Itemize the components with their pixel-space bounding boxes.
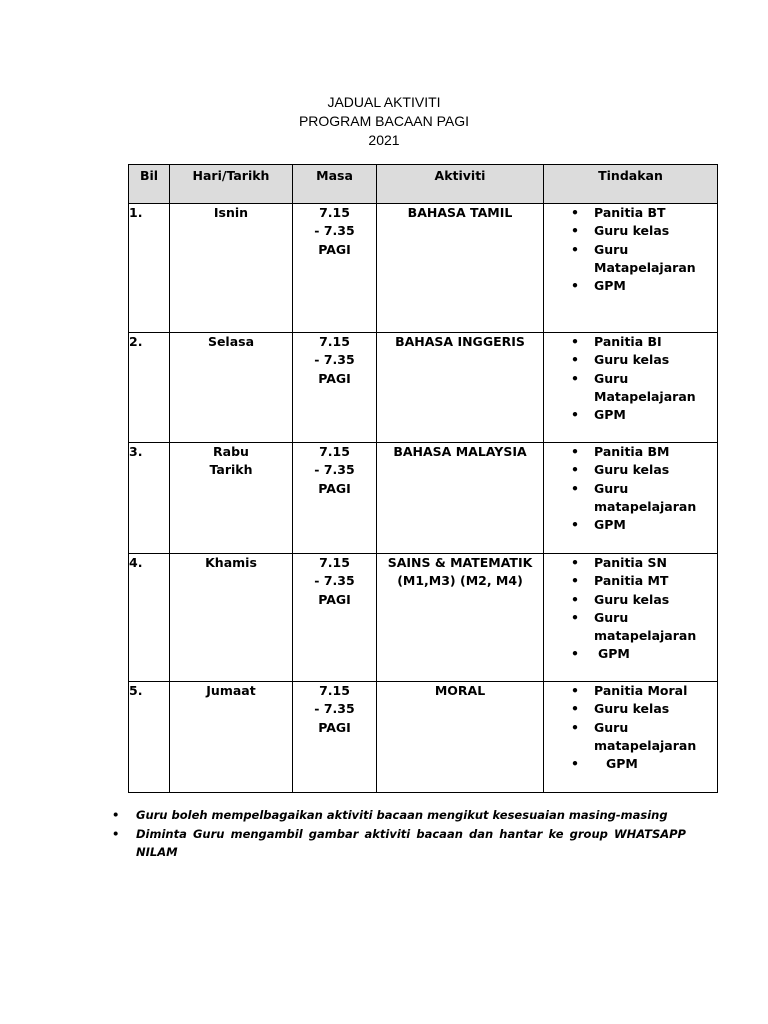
table-row — [129, 682, 718, 793]
time-period: PAGI — [318, 719, 351, 735]
action-list — [544, 204, 717, 295]
action-cell — [544, 333, 718, 443]
action-list — [544, 682, 717, 773]
note-item: • Guru boleh mempelbagaikan aktiviti bacaan mengikut kesesuaian masing-masing — [106, 806, 686, 825]
time-start: 7.15 — [319, 205, 350, 220]
document-title — [0, 93, 768, 150]
table-row — [129, 333, 718, 443]
day-cell — [170, 554, 293, 682]
time-period: PAGI — [318, 591, 351, 607]
list-item-continuation: Matapelajaran — [594, 388, 696, 404]
time-start: 7.15 — [319, 334, 350, 349]
list-item: • Panitia MT — [548, 572, 717, 590]
list-item: • GPM — [548, 645, 717, 663]
activity-cell — [377, 204, 544, 333]
time-end: - 7.35 — [314, 701, 355, 717]
day-text: Rabu — [213, 444, 249, 459]
list-item-text: • Guru — [594, 480, 629, 496]
title-line-3: 2021 — [368, 132, 400, 148]
action-list — [544, 333, 717, 424]
day-cell — [170, 682, 293, 793]
list-item — [548, 480, 717, 517]
list-item: • GPM — [548, 755, 717, 773]
list-item: • Panitia BT — [548, 204, 717, 222]
list-item-continuation: matapelajaran — [594, 498, 697, 514]
action-cell — [544, 443, 718, 554]
list-item-continuation: matapelajaran — [594, 737, 697, 753]
list-item-text: • Guru — [594, 719, 629, 735]
header-masa: Masa — [293, 165, 377, 204]
time-end: - 7.35 — [314, 223, 355, 239]
day-cell — [170, 204, 293, 333]
note-item: • Diminta Guru mengambil gambar aktiviti bacaan dan hantar ke group WHATSAPP NILAM — [106, 825, 686, 862]
list-item: • GPM — [548, 277, 717, 295]
activity-text: BAHASA INGGERIS — [395, 334, 525, 349]
list-item: • Guru kelas — [548, 351, 717, 369]
time-cell — [293, 554, 377, 682]
activity-cell — [377, 443, 544, 554]
time-cell — [293, 443, 377, 554]
list-item: • Guru kelas — [548, 591, 717, 609]
list-item-text: • Guru — [594, 370, 629, 386]
time-period: PAGI — [318, 370, 351, 386]
list-item: • GPM — [548, 516, 717, 534]
time-start: 7.15 — [319, 444, 350, 459]
activity-cell — [377, 554, 544, 682]
row-number: 3. — [129, 443, 170, 554]
list-item: • Panitia BM — [548, 443, 717, 461]
list-item: • Panitia SN — [548, 554, 717, 572]
list-item: • Panitia BI — [548, 333, 717, 351]
time-period: PAGI — [318, 241, 351, 257]
time-start: 7.15 — [319, 555, 350, 570]
row-number: 1. — [129, 204, 170, 333]
time-cell — [293, 333, 377, 443]
date-label: Tarikh — [209, 462, 253, 478]
list-item-text: • Guru — [594, 241, 629, 257]
activity-subtext: (M1,M3) (M2, M4) — [397, 573, 523, 589]
list-item-text: • Guru — [594, 609, 629, 625]
row-number: 2. — [129, 333, 170, 443]
list-item: • Guru kelas — [548, 700, 717, 718]
time-cell — [293, 682, 377, 793]
action-cell — [544, 204, 718, 333]
action-list — [544, 554, 717, 664]
list-item: • GPM — [548, 406, 717, 424]
list-item — [548, 719, 717, 756]
day-cell — [170, 333, 293, 443]
activity-text: SAINS & MATEMATIK — [387, 555, 533, 570]
list-item — [548, 370, 717, 407]
list-item-continuation: Matapelajaran — [594, 259, 696, 275]
time-start: 7.15 — [319, 683, 350, 698]
title-line-1: JADUAL AKTIVITI — [327, 94, 441, 110]
time-end: - 7.35 — [314, 573, 355, 589]
table-row — [129, 443, 718, 554]
header-hari-tarikh: Hari/Tarikh — [170, 165, 293, 204]
list-item-continuation: matapelajaran — [594, 628, 697, 644]
header-bil: Bil — [129, 165, 170, 204]
time-end: - 7.35 — [314, 462, 355, 478]
notes-list — [106, 806, 686, 862]
row-number: 4. — [129, 554, 170, 682]
schedule-table — [128, 164, 718, 793]
activity-text: MORAL — [434, 683, 486, 698]
list-item: • Guru kelas — [548, 222, 717, 240]
activity-text: BAHASA TAMIL — [407, 205, 513, 220]
list-item: • Guru kelas — [548, 461, 717, 479]
day-text: Jumaat — [206, 683, 256, 698]
activity-cell — [377, 333, 544, 443]
action-cell — [544, 554, 718, 682]
table-header-row — [129, 165, 718, 204]
activity-cell — [377, 682, 544, 793]
list-item: • Panitia Moral — [548, 682, 717, 700]
row-number: 5. — [129, 682, 170, 793]
title-line-2: PROGRAM BACAAN PAGI — [298, 113, 470, 129]
list-item — [548, 241, 717, 278]
day-text: Isnin — [213, 205, 249, 220]
list-item — [548, 609, 717, 646]
day-cell — [170, 443, 293, 554]
action-list — [544, 443, 717, 534]
day-text: Khamis — [205, 555, 257, 570]
header-tindakan: Tindakan — [544, 165, 718, 204]
time-period: PAGI — [318, 480, 351, 496]
action-cell — [544, 682, 718, 793]
table-row — [129, 554, 718, 682]
time-cell — [293, 204, 377, 333]
activity-text: BAHASA MALAYSIA — [393, 444, 527, 459]
day-text: Selasa — [207, 334, 255, 349]
table-row — [129, 204, 718, 333]
header-aktiviti: Aktiviti — [377, 165, 544, 204]
time-end: - 7.35 — [314, 352, 355, 368]
